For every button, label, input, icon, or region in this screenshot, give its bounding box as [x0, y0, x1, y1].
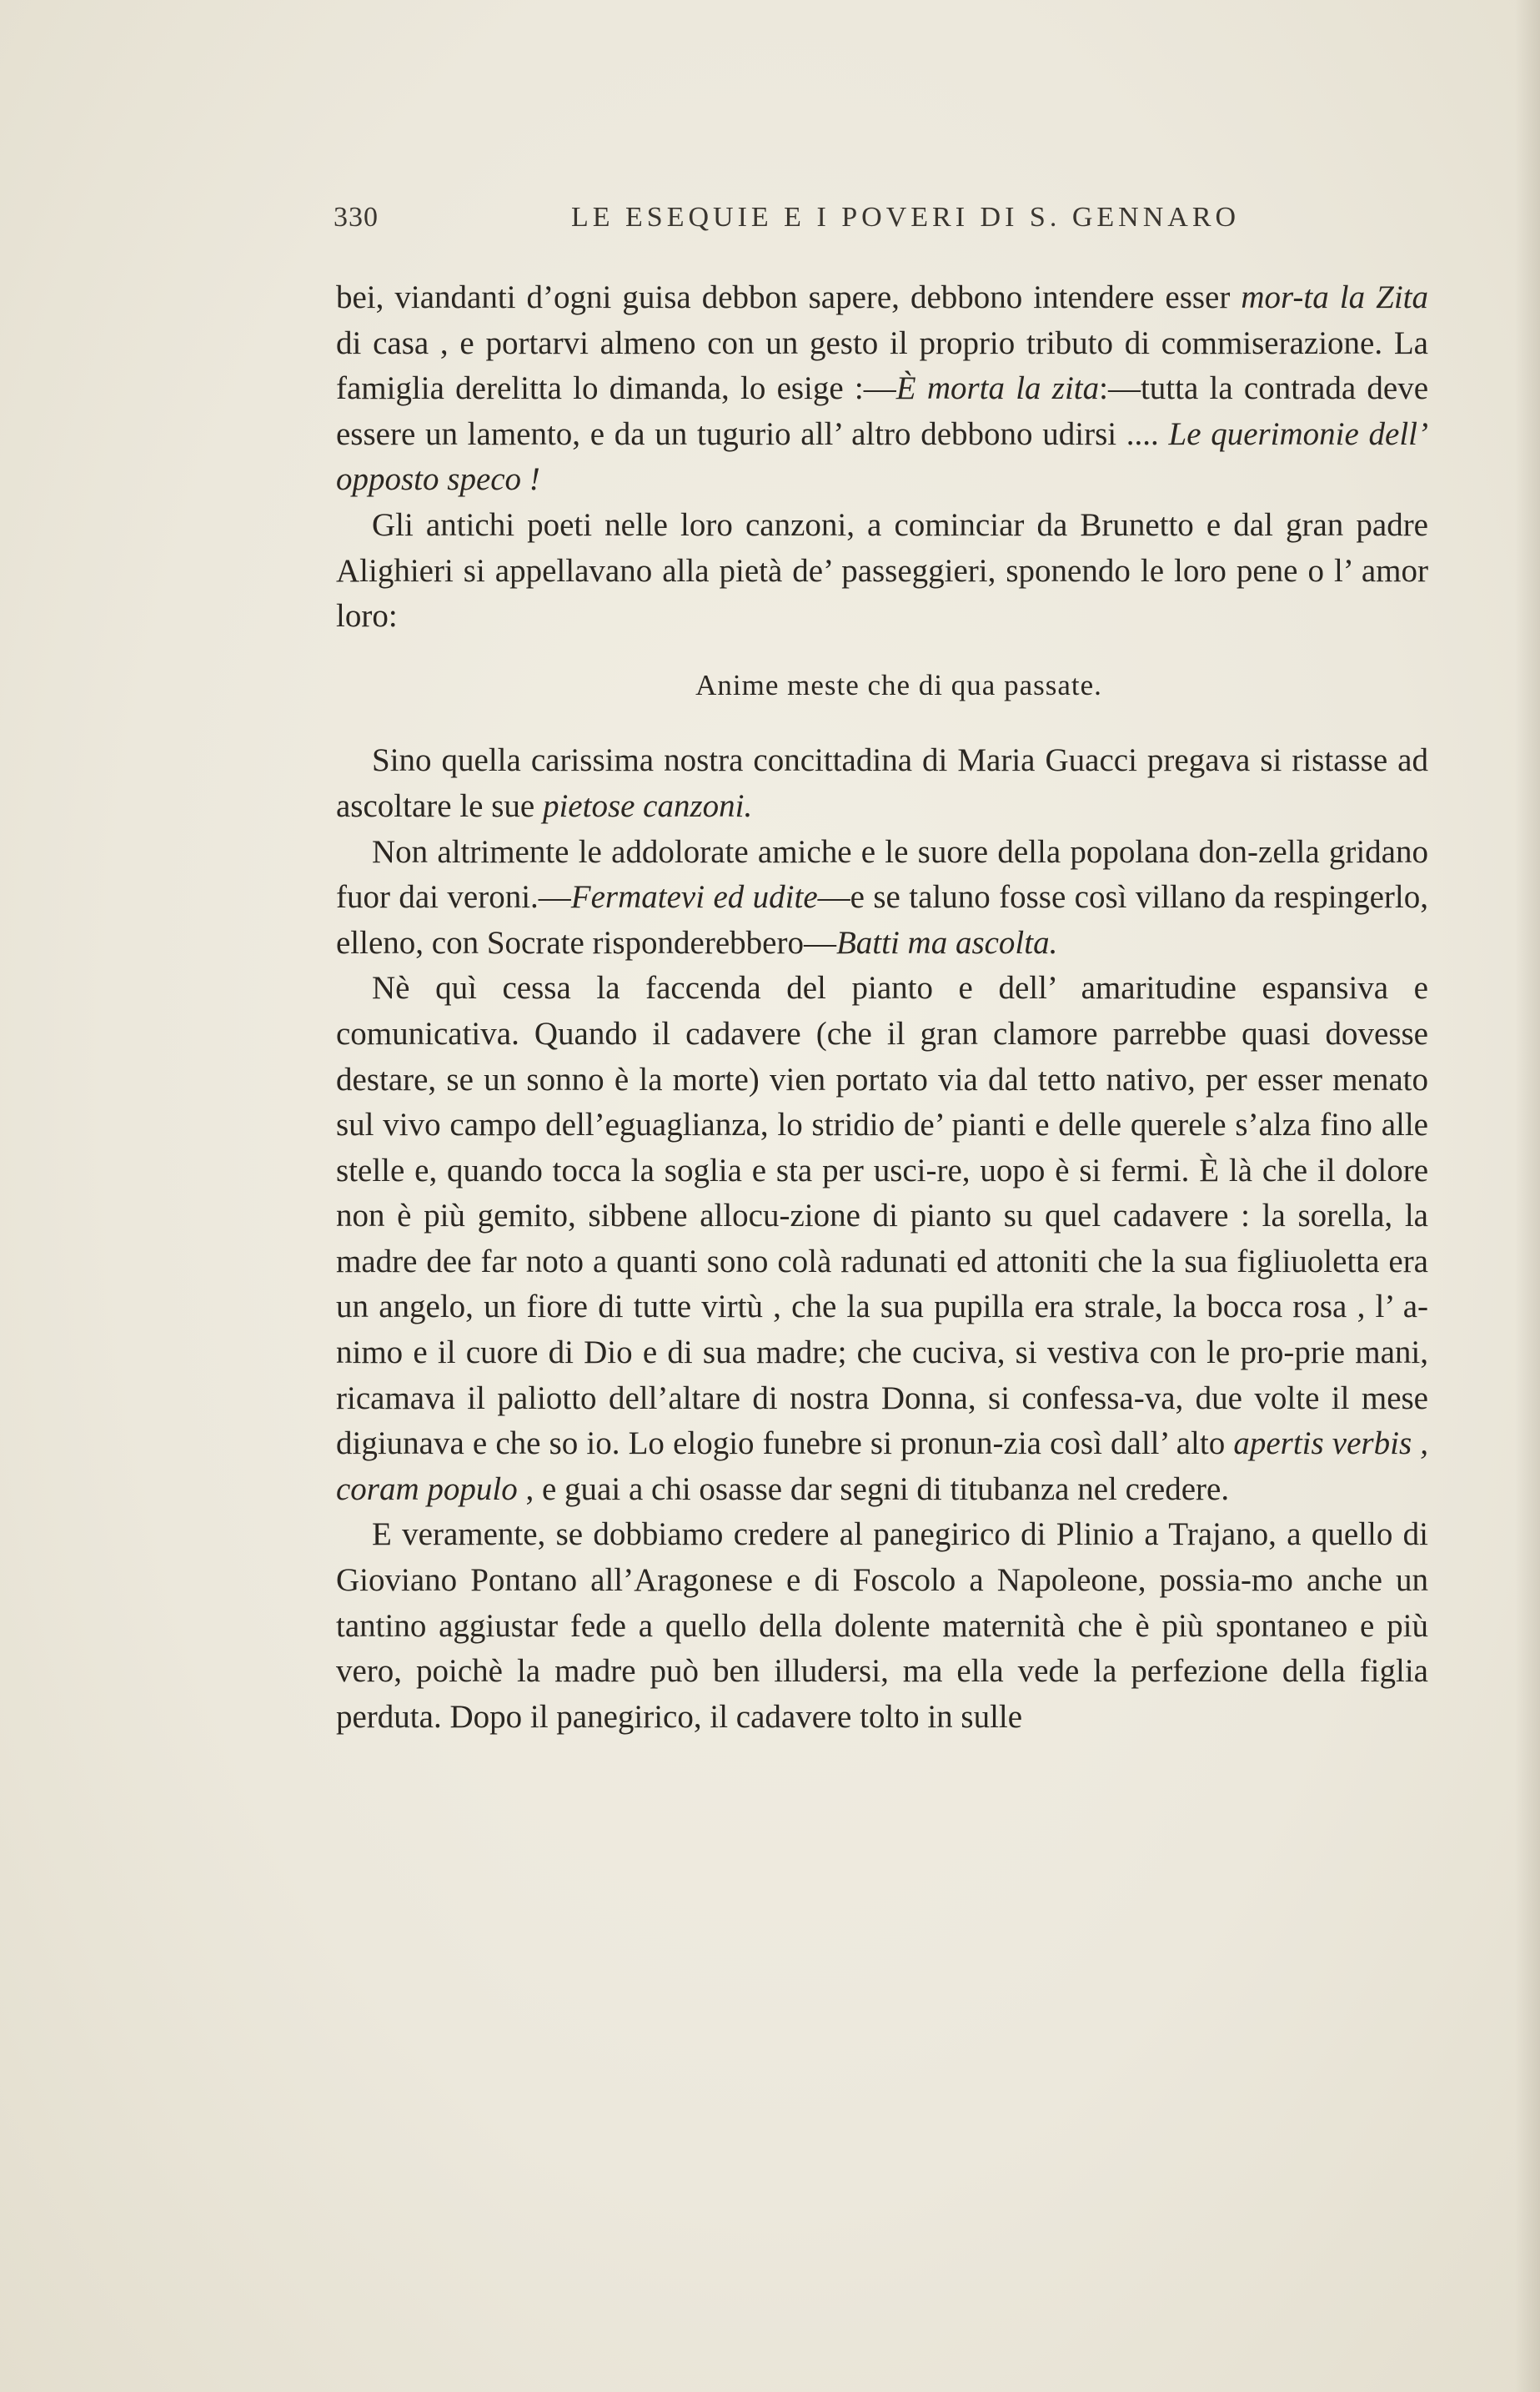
body-text	[336, 275, 1428, 1740]
p3-text-1: Sino quella carissima nostra concittadina di Maria Guacci pregava si ristasse ad ascoltare le sue	[336, 742, 1428, 824]
p4-text-2: —e se taluno fosse così villano da respingerlo, elleno, con Socrate risponderebbero—	[336, 879, 1428, 961]
verse-quote: Anime meste che di qua passate.	[695, 668, 1102, 701]
p1-italic-2: È morta la zita	[895, 370, 1100, 407]
p1-text-3: :—tutta la contrada deve essere un lamento, e da un tugurio all’ altro debbono udirsi ....	[336, 370, 1428, 452]
p4-italic-1: Fermatevi ed udite	[570, 879, 818, 916]
p4-text-1: Non altrimente le addolorate amiche e le suore della popolana don-zella gridano fuor dai veroni.—	[336, 833, 1428, 916]
paragraph-1	[336, 275, 1428, 503]
p1-italic-1: mor-ta la Zita	[1241, 279, 1428, 315]
p2-text-1: Gli antichi poeti nelle loro canzoni, a cominciar da Brunetto e dal gran padre Alighieri si appellavano alla pietà de’ passeggieri, sponendo le loro pene o l’ amor loro:	[336, 506, 1428, 635]
p5-text-1: Nè quì cessa la faccenda del pianto e dell’ amaritudine espansiva e comunicativa. Quando il cadavere (che il gran clamore parrebbe quasi dovesse destare, se un sonno è la morte) vien portato via dal tetto nativo, per esser menato sul vivo campo dell’eguaglianza, lo stridio de’ pianti e delle querele s’alza fino alle stelle e, quando tocca la soglia e sta per usci-re, uopo è si fermi. È là che il dolore non è più gemito, sibbene allocu-zione di pianto su quel cadavere : la sorella, la madre dee far noto a quanti sono colà radunati ed attoniti che la sua figliuoletta era un angelo, un fiore di tutte virtù , che la sua pupilla era strale, la bocca rosa , l’ a-nimo e il cuore di Dio e di sua madre; che cuciva, si vestiva con le pro-prie mani, ricamava il paliotto dell’altare di nostra Donna, si confessa-va, due volte il mese digiunava e che so io. Lo elogio funebre si pronun-zia così dall’ alto	[336, 970, 1428, 1462]
paragraph-6	[336, 1512, 1428, 1740]
paragraph-3	[336, 738, 1428, 829]
page-edge-shadow	[1515, 0, 1540, 2392]
p4-italic-2: Batti ma ascolta.	[835, 924, 1058, 961]
page-number: 330	[334, 202, 379, 233]
p1-text-2: di casa , e portarvi almeno con un gesto il proprio tributo di commiserazione. La famiglia derelitta lo dimanda, lo esige :—	[336, 324, 1428, 407]
running-title: LE ESEQUIE E I POVERI DI S. GENNARO	[571, 202, 1241, 233]
p1-italic-3: Le querimonie dell’ opposto speco !	[336, 415, 1428, 498]
paragraph-5	[336, 966, 1428, 1512]
p6-text-1: E veramente, se dobbiamo credere al panegirico di Plinio a Trajano, a quello di Gioviano Pontano all’Aragonese e di Foscolo a Napoleone, possia-mo anche un tantino aggiustar fede a quello della dolente maternità che è più spontaneo e più vero, poichè la madre può ben illudersi, ma ella vede la perfezione della figlia perduta. Dopo il panegirico, il cadavere tolto in sulle	[336, 1516, 1428, 1735]
page-header	[334, 202, 1426, 244]
p1-text-1: bei, viandanti d’ogni guisa debbon sapere, debbono intendere esser	[336, 279, 1242, 315]
p5-text-2: , e guai a chi osasse dar segni di titubanza nel credere.	[517, 1470, 1230, 1507]
paragraph-4	[336, 830, 1428, 967]
p5-italic-1: apertis verbis , coram populo	[336, 1425, 1428, 1507]
p3-italic-1: pietose canzoni.	[542, 787, 753, 824]
paragraph-2	[336, 503, 1428, 640]
